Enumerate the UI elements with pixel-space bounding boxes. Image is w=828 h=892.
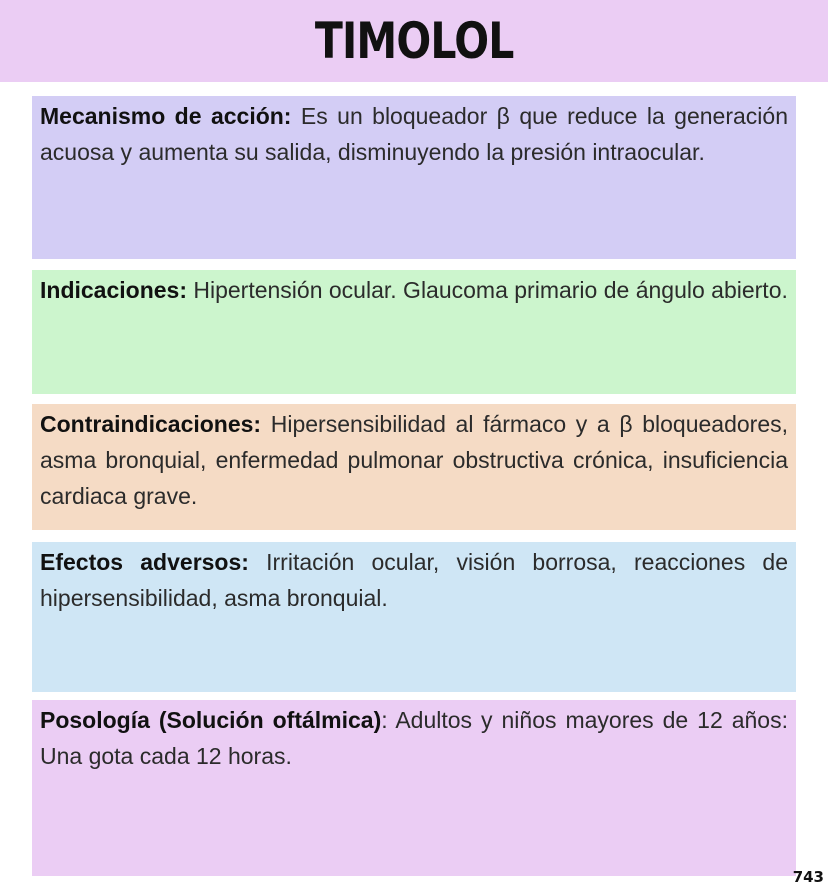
section-text: Irritación ocular, visión borrosa, reacciones de hipersensibilidad, asma bronquial. (40, 549, 788, 611)
section-label: Posología (Solución oftálmica) (40, 707, 382, 733)
section-paragraph (40, 406, 788, 514)
section-text: Hipersensibilidad al fármaco y a β bloqueadores, asma bronquial, enfermedad pulmonar obstructiva crónica, insuficiencia cardiaca grave. (40, 411, 788, 509)
section-dosage (32, 700, 796, 876)
section-label: Mecanismo de acción: (40, 103, 292, 129)
section-mechanism (32, 96, 796, 259)
section-text: Hipertensión ocular. Glaucoma primario de ángulo abierto. (186, 277, 788, 303)
section-label: Indicaciones: (40, 277, 187, 303)
section-paragraph (40, 702, 788, 774)
page-title: TIMOLOL (314, 12, 514, 70)
title-banner (0, 0, 828, 82)
section-contraindications (32, 404, 796, 530)
section-indications (32, 270, 796, 394)
section-paragraph (40, 544, 788, 616)
section-paragraph (40, 272, 788, 308)
section-label: Contraindicaciones: (40, 411, 262, 437)
section-text: : Adultos y niños mayores de 12 años: Una gota cada 12 horas. (40, 707, 788, 769)
section-paragraph (40, 98, 788, 170)
section-label: Efectos adversos: (40, 549, 249, 575)
section-text: Es un bloqueador β que reduce la generación acuosa y aumenta su salida, disminuyendo la presión intraocular. (40, 103, 788, 165)
page-number: 743 (792, 868, 824, 886)
section-adverse-effects (32, 542, 796, 692)
